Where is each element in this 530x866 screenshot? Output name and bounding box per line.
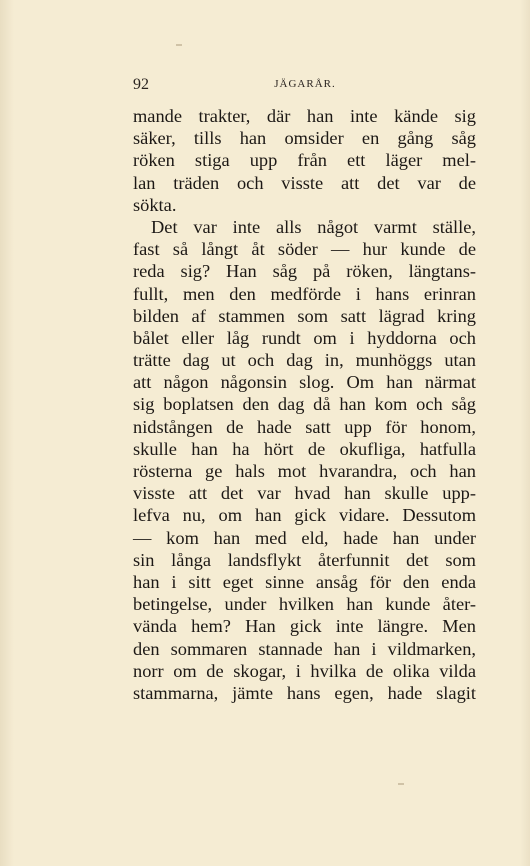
paper-speck xyxy=(176,44,182,46)
text-line: stammarna, jämte hans egen, hade slagit xyxy=(133,682,476,703)
text-line: fullt, men den medförde i hans erinran xyxy=(133,283,476,304)
page-number: 92 xyxy=(133,76,149,93)
text-line: nidstången de hade satt upp för honom, xyxy=(133,416,476,437)
text-line: säker, tills han omsider en gång såg xyxy=(133,128,476,149)
text-line: den sommaren stannade han i vildmarken, xyxy=(133,638,476,659)
text-line: röken stiga upp från ett läger mel- xyxy=(133,150,476,171)
text-line: han i sitt eget sinne ansåg för den enda xyxy=(133,571,476,592)
text-line: rösterna ge hals mot hvarandra, och han xyxy=(133,461,476,481)
text-line: vända hem? Han gick inte längre. Men xyxy=(133,616,476,637)
text-line: sin långa landsflykt återfunnit det som xyxy=(133,549,476,570)
text-line: mande trakter, där han inte kände sig xyxy=(133,106,476,126)
text-line: skulle han ha hört de okufliga, hatfulla xyxy=(133,438,476,459)
text-line: bålet eller låg rundt om i hyddorna och xyxy=(133,327,476,348)
text-line: fast så långt åt söder — hur kunde de xyxy=(133,239,476,260)
text-line: — kom han med eld, hade han under xyxy=(133,527,476,548)
page-header xyxy=(133,76,477,98)
text-line: sökta. xyxy=(133,194,177,215)
body-text xyxy=(133,105,476,704)
text-line: lan träden och visste att det var de xyxy=(133,172,476,193)
paper-speck xyxy=(398,783,404,785)
text-line: att någon någonsin slog. Om han närmat xyxy=(133,372,476,393)
text-line: betingelse, under hvilken han kunde åter- xyxy=(133,594,476,615)
running-head: JÄGARÅR. xyxy=(274,78,336,90)
text-line: sig boplatsen den dag då han kom och såg xyxy=(133,394,476,415)
text-line: Det var inte alls något varmt ställe, xyxy=(151,216,476,237)
text-line: reda sig? Han såg på röken, längtans- xyxy=(133,261,476,282)
text-line: norr om de skogar, i hvilka de olika vilda xyxy=(133,660,476,681)
text-line: visste att det var hvad han skulle upp- xyxy=(133,483,476,504)
text-line: lefva nu, om han gick vidare. Dessutom xyxy=(133,505,476,526)
text-line: trätte dag ut och dag in, munhöggs utan xyxy=(133,350,476,371)
text-line: bilden af stammen som satt lägrad kring xyxy=(133,305,476,326)
